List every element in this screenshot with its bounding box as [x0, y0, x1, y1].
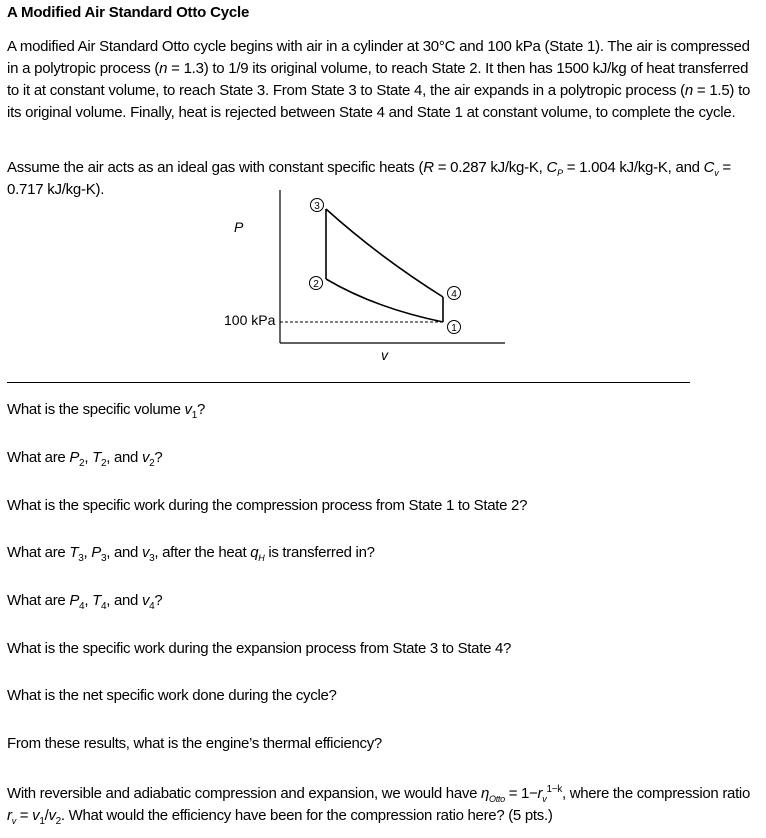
svg-text:2: 2: [313, 279, 319, 290]
question-8: From these results, what is the engine’s thermal efficiency?: [7, 735, 382, 752]
q-text: , and: [106, 592, 142, 609]
q-text: , after the heat: [154, 544, 251, 561]
state-3-marker: [311, 199, 324, 213]
sub: 2: [55, 816, 61, 827]
sub: H: [258, 553, 265, 563]
var-n: n: [159, 60, 168, 77]
cv-sub: v: [714, 168, 719, 178]
sub: 3: [149, 553, 155, 564]
sup: 1−k: [546, 784, 562, 795]
state-4-marker: [448, 287, 461, 301]
cp-value: = 1.004 kJ/kg-K, and: [562, 159, 704, 176]
svg-text:1: 1: [451, 323, 457, 334]
var-Cp: [546, 159, 562, 176]
x-axis-label: v: [381, 347, 388, 363]
var-v: v: [141, 592, 150, 609]
q-text: What are: [7, 592, 70, 609]
var-T: T: [92, 592, 101, 609]
pv-diagram: [0, 190, 766, 370]
var-P: P: [69, 449, 80, 466]
question-3: What is the specific work during the compression process from State 1 to State 2?: [7, 497, 528, 514]
intro-text-3: = 1.5) to its original volume. Finally, heat is rejected between State 4 and State 1 at constant volume, to complete the cycle.: [7, 82, 751, 121]
state-2-marker: [310, 277, 323, 291]
var-r: r: [537, 785, 543, 802]
q-text: ,: [84, 449, 93, 466]
q-text: ?: [154, 449, 163, 466]
sub: 2: [100, 458, 107, 469]
svg-text:3: 3: [314, 201, 320, 212]
horizontal-divider: [7, 382, 690, 383]
var-Cv: [704, 159, 719, 176]
q-text: is transferred in?: [264, 544, 375, 561]
ref-line-label: 100 kPa: [224, 312, 276, 328]
var-r: r: [7, 807, 12, 824]
question-7: What is the net specific work done during the cycle?: [7, 687, 337, 704]
r-value: = 0.287 kJ/kg-K,: [433, 159, 547, 176]
q-text: ,: [84, 592, 93, 609]
q-text: /: [44, 807, 49, 824]
sub: Otto: [489, 794, 505, 804]
sub: 3: [78, 553, 84, 564]
q-text: ?: [154, 592, 163, 609]
question-1: [7, 401, 206, 421]
var-v: v: [32, 807, 40, 824]
q-text: What are: [7, 449, 70, 466]
process-3-4-curve: [326, 209, 443, 297]
cv-value: = 0.717 kJ/kg-K).: [7, 159, 731, 198]
y-axis-label: P: [234, 219, 244, 235]
var-P: P: [69, 592, 80, 609]
sub: 1: [191, 410, 197, 421]
question-4: [7, 544, 375, 564]
cp-sub: P: [557, 168, 563, 178]
var-T: T: [92, 449, 101, 466]
assumption-seg: Assume the air acts as an ideal gas with constant specific heats (: [7, 159, 424, 176]
q-text: = 1−: [504, 785, 538, 802]
question-2: [7, 449, 163, 469]
var-eta: η: [480, 785, 490, 802]
sub: 4: [79, 601, 85, 612]
var-R: R: [423, 159, 434, 176]
sub: 4: [100, 601, 107, 612]
cv-letter: C: [703, 159, 715, 176]
sub: 1: [39, 816, 45, 827]
question-5: [7, 592, 163, 612]
q-text: , and: [106, 544, 142, 561]
q-text: With reversible and adiabatic compression and expansion, we would have: [7, 785, 481, 802]
page-title: A Modified Air Standard Otto Cycle: [7, 4, 250, 21]
intro-text-1: A modified Air Standard Otto cycle begins with air in a cylinder at 30°C and 100 kPa (State 1). The air is compressed in a polytropic process (: [7, 38, 750, 77]
sub: 3: [100, 553, 107, 564]
var-q: q: [250, 544, 259, 561]
cp-letter: C: [546, 159, 558, 176]
sub: 2: [79, 458, 85, 469]
question-6: What is the specific work during the expansion process from State 3 to State 4?: [7, 640, 512, 657]
sub: 4: [149, 601, 155, 612]
q-text: . What would the efficiency have been for the compression ratio here? (5 pts.): [60, 807, 553, 824]
problem-description: [7, 36, 762, 124]
q-text: ,: [83, 544, 92, 561]
var-v: v: [184, 401, 192, 418]
var-v: v: [141, 544, 150, 561]
sub: v: [11, 816, 16, 826]
q-text: What are: [7, 544, 70, 561]
intro-text-2: = 1.3) to 1/9 its original volume, to reach State 2. It then has 1500 kJ/kg of heat transferred to it at constant volume, to reach State 3. From State 3 to State 4, the air expands in a polytropic process (: [7, 60, 749, 99]
var-T: T: [69, 544, 79, 561]
var-v: v: [48, 807, 56, 824]
question-9: [7, 783, 762, 827]
sub: 2: [149, 458, 155, 469]
state-1-marker: [448, 321, 461, 335]
q-text: , where the compression ratio: [561, 785, 751, 802]
q-text: ?: [196, 401, 206, 418]
var-n: n: [684, 82, 693, 99]
q-text: , and: [106, 449, 142, 466]
svg-text:4: 4: [451, 289, 457, 300]
sub: v: [542, 794, 547, 804]
var-P: P: [91, 544, 101, 561]
var-v: v: [141, 449, 150, 466]
q-text: =: [15, 807, 33, 824]
q-text: What is the specific volume: [7, 401, 185, 418]
